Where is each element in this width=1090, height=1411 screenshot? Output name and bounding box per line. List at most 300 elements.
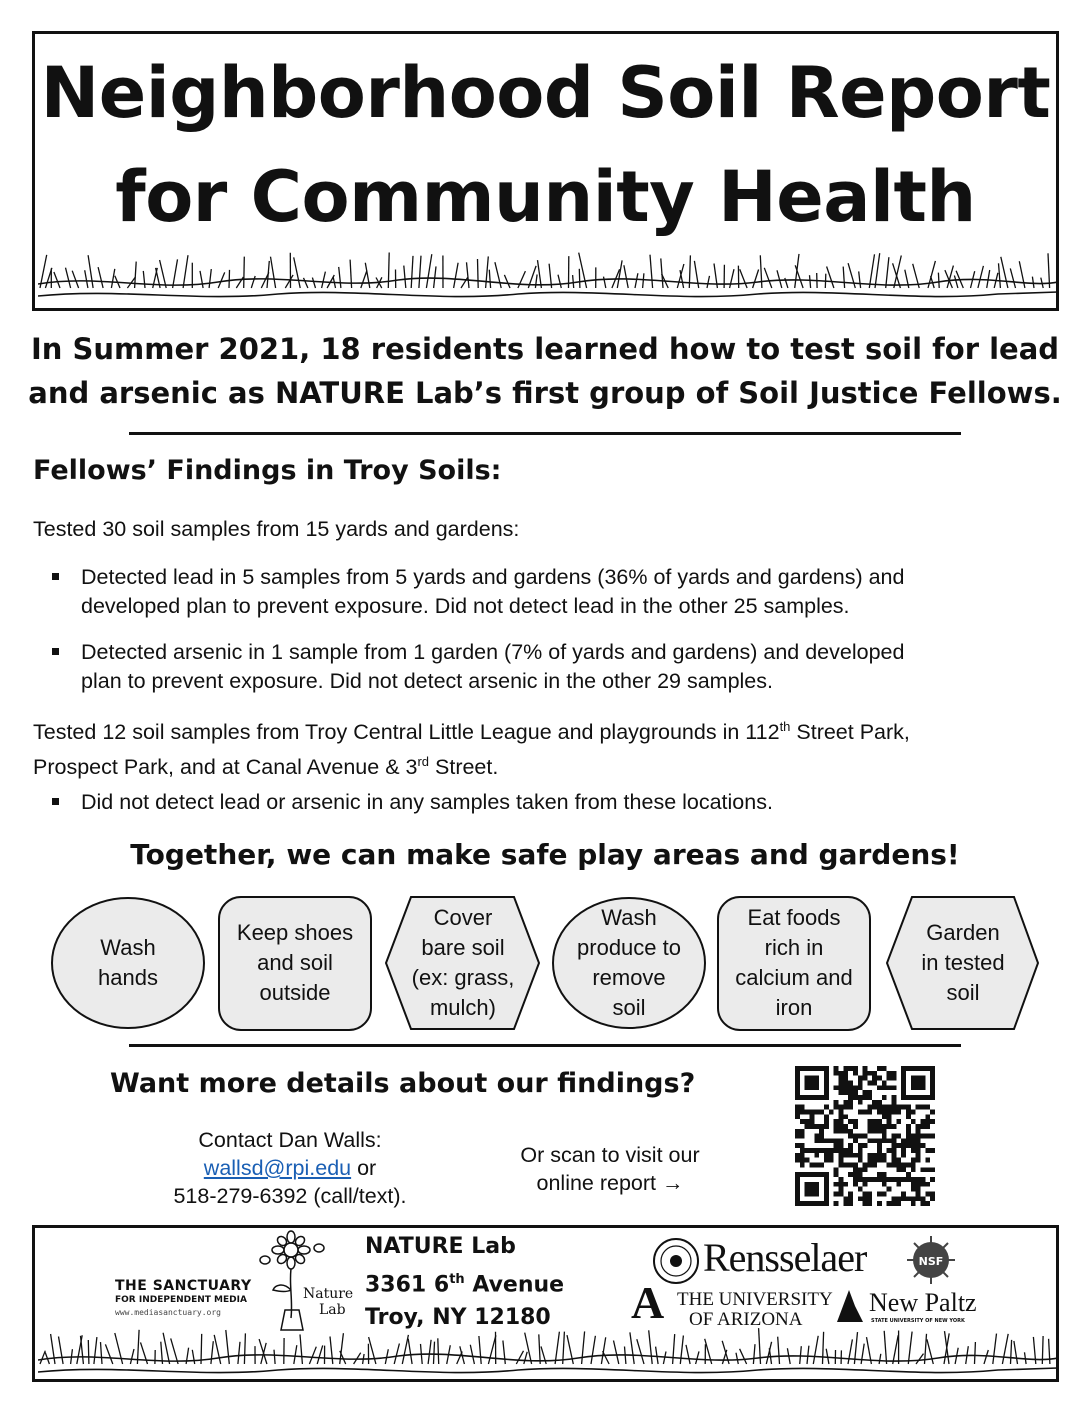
qr-module bbox=[930, 1196, 935, 1201]
qr-module bbox=[901, 1192, 906, 1197]
qr-module bbox=[853, 1172, 858, 1177]
grass-blade bbox=[478, 259, 479, 288]
qr-module bbox=[848, 1134, 853, 1139]
grass-blade bbox=[130, 1349, 134, 1364]
grass-blade bbox=[339, 267, 341, 288]
grass-blade bbox=[893, 1335, 899, 1364]
grass-blade bbox=[137, 1330, 139, 1364]
grass-blade bbox=[826, 1349, 829, 1364]
qr-module bbox=[843, 1153, 848, 1158]
qr-module bbox=[848, 1153, 853, 1158]
action-text: remove bbox=[592, 965, 666, 990]
grass-blade bbox=[825, 274, 826, 288]
grass-blade bbox=[201, 1334, 202, 1364]
grass-blade bbox=[624, 265, 628, 288]
grass-blade bbox=[707, 276, 710, 288]
qr-module bbox=[805, 1124, 810, 1129]
action-text: Garden bbox=[926, 920, 1000, 945]
grass-border-illustration bbox=[38, 244, 1058, 306]
qr-module bbox=[858, 1100, 863, 1105]
grass-blade bbox=[1002, 1334, 1008, 1364]
qr-module bbox=[809, 1124, 814, 1129]
qr-module bbox=[892, 1109, 897, 1114]
qr-module bbox=[925, 1114, 930, 1119]
grass-blade bbox=[778, 1337, 780, 1364]
qr-module bbox=[877, 1100, 882, 1105]
grass-blade bbox=[200, 271, 203, 288]
qr-module bbox=[896, 1158, 901, 1163]
qr-module bbox=[877, 1076, 882, 1081]
qr-module bbox=[892, 1085, 897, 1090]
qr-module bbox=[901, 1196, 906, 1201]
qr-module bbox=[838, 1163, 843, 1168]
qr-module bbox=[843, 1182, 848, 1187]
qr-module bbox=[834, 1182, 839, 1187]
qr-module bbox=[872, 1105, 877, 1110]
grass-blade bbox=[143, 271, 145, 288]
grass-blade bbox=[402, 1335, 408, 1364]
grass-blade bbox=[643, 273, 644, 288]
qr-module bbox=[838, 1143, 843, 1148]
qr-module bbox=[858, 1109, 863, 1114]
qr-module bbox=[858, 1172, 863, 1177]
bullet-marker bbox=[52, 573, 59, 580]
action-text: in tested bbox=[921, 950, 1005, 975]
qr-module bbox=[877, 1172, 882, 1177]
qr-module bbox=[872, 1076, 877, 1081]
finding-lead-line-2: developed plan to prevent exposure. Did not detect lead in the other 25 samples. bbox=[81, 594, 850, 618]
qr-module bbox=[892, 1076, 897, 1081]
grass-blade bbox=[51, 1334, 55, 1364]
action-text: outside bbox=[259, 980, 331, 1005]
qr-module bbox=[892, 1095, 897, 1100]
new-paltz-logo-text: New Paltz bbox=[869, 1288, 977, 1317]
grass-blade bbox=[211, 1341, 213, 1364]
action-text: Wash bbox=[100, 935, 156, 960]
grass-blade bbox=[614, 1341, 619, 1365]
qr-module bbox=[882, 1114, 887, 1119]
grass-blade bbox=[111, 269, 114, 288]
qr-module bbox=[877, 1192, 882, 1197]
qr-module bbox=[863, 1201, 868, 1206]
qr-module bbox=[858, 1158, 863, 1163]
grass-blade bbox=[285, 275, 293, 288]
qr-module bbox=[814, 1138, 819, 1143]
grass-blade bbox=[861, 1344, 864, 1364]
arizona-a-icon: A bbox=[631, 1277, 665, 1328]
grass-blade bbox=[504, 275, 510, 288]
qr-module bbox=[848, 1163, 853, 1168]
qr-module bbox=[843, 1163, 848, 1168]
qr-module bbox=[800, 1148, 805, 1153]
qr-module bbox=[867, 1080, 872, 1085]
address-street bbox=[365, 1263, 564, 1301]
grass-blade bbox=[637, 1339, 644, 1364]
grass-blade bbox=[760, 255, 762, 288]
qr-module bbox=[882, 1105, 887, 1110]
grass-blade bbox=[394, 1344, 399, 1365]
qr-module bbox=[901, 1138, 906, 1143]
qr-module bbox=[892, 1134, 897, 1139]
qr-module bbox=[872, 1158, 877, 1163]
qr-module bbox=[829, 1153, 834, 1158]
qr-module bbox=[887, 1114, 892, 1119]
grass-blade bbox=[229, 270, 230, 288]
together-heading: Together, we can make safe play areas and gardens! bbox=[130, 838, 960, 871]
qr-module bbox=[858, 1167, 863, 1172]
qr-module bbox=[834, 1172, 839, 1177]
qr-module bbox=[887, 1163, 892, 1168]
grass-blade bbox=[426, 254, 431, 288]
qr-module bbox=[877, 1119, 882, 1124]
qr-module bbox=[887, 1177, 892, 1182]
grass-blade bbox=[330, 1337, 333, 1365]
grass-blade bbox=[827, 267, 834, 289]
qr-module bbox=[877, 1143, 882, 1148]
qr-module bbox=[848, 1080, 853, 1085]
qr-module bbox=[843, 1129, 848, 1134]
qr-module bbox=[906, 1129, 911, 1134]
qr-module bbox=[901, 1167, 906, 1172]
arizona-logo-line: OF ARIZONA bbox=[689, 1309, 803, 1330]
qr-module bbox=[916, 1105, 921, 1110]
qr-module bbox=[863, 1109, 868, 1114]
grass-blade bbox=[192, 1350, 194, 1364]
grass-blade bbox=[438, 1338, 439, 1364]
address-text: Avenue bbox=[464, 1272, 565, 1298]
grass-blade bbox=[807, 1346, 809, 1364]
bullet-marker bbox=[52, 648, 59, 655]
grass-blade bbox=[764, 268, 772, 288]
qr-module bbox=[882, 1177, 887, 1182]
qr-module bbox=[838, 1124, 843, 1129]
qr-module bbox=[838, 1119, 843, 1124]
grass-blade bbox=[916, 1354, 924, 1364]
qr-module bbox=[805, 1148, 810, 1153]
qr-module bbox=[882, 1129, 887, 1134]
action-text: and soil bbox=[257, 950, 333, 975]
qr-module bbox=[848, 1105, 853, 1110]
qr-module bbox=[901, 1163, 906, 1168]
qr-module bbox=[814, 1109, 819, 1114]
qr-module bbox=[834, 1201, 839, 1206]
grass-blade bbox=[85, 270, 88, 288]
qr-module bbox=[921, 1201, 926, 1206]
grass-blade bbox=[516, 1351, 523, 1364]
qr-module bbox=[901, 1148, 906, 1153]
qr-module bbox=[916, 1129, 921, 1134]
qr-module bbox=[843, 1090, 848, 1095]
grass-blade bbox=[411, 256, 413, 288]
grass-blade bbox=[579, 269, 580, 288]
qr-module bbox=[916, 1134, 921, 1139]
qr-module bbox=[848, 1119, 853, 1124]
qr-module bbox=[863, 1177, 868, 1182]
qr-module bbox=[838, 1071, 843, 1076]
grass-blade bbox=[322, 272, 326, 288]
qr-module bbox=[848, 1148, 853, 1153]
action-wash-hands bbox=[60, 933, 196, 993]
qr-module bbox=[921, 1182, 926, 1187]
qr-module bbox=[911, 1148, 916, 1153]
qr-module bbox=[814, 1134, 819, 1139]
grass-blade bbox=[388, 253, 389, 289]
qr-module bbox=[877, 1124, 882, 1129]
grass-blade bbox=[428, 1340, 431, 1364]
qr-module bbox=[838, 1158, 843, 1163]
qr-module bbox=[925, 1182, 930, 1187]
qr-module bbox=[848, 1066, 853, 1071]
qr-module bbox=[896, 1182, 901, 1187]
qr-module bbox=[925, 1192, 930, 1197]
qr-module bbox=[824, 1114, 829, 1119]
qr-module bbox=[892, 1177, 897, 1182]
bullet-marker bbox=[52, 798, 59, 805]
qr-module bbox=[896, 1177, 901, 1182]
qr-module bbox=[930, 1192, 935, 1197]
qr-module bbox=[925, 1134, 930, 1139]
grass-blade bbox=[72, 271, 78, 288]
qr-module bbox=[800, 1163, 805, 1168]
qr-module bbox=[882, 1085, 887, 1090]
grass-blade bbox=[300, 1334, 302, 1364]
grass-blade bbox=[1011, 1340, 1012, 1364]
qr-module bbox=[892, 1100, 897, 1105]
action-text: Eat foods bbox=[747, 905, 841, 930]
qr-module bbox=[930, 1134, 935, 1139]
ordinal-suffix: rd bbox=[417, 754, 430, 770]
qr-module bbox=[824, 1124, 829, 1129]
qr-module bbox=[834, 1071, 839, 1076]
qr-module bbox=[838, 1129, 843, 1134]
qr-module bbox=[896, 1167, 901, 1172]
qr-module bbox=[834, 1143, 839, 1148]
findings-heading: Fellows’ Findings in Troy Soils: bbox=[33, 455, 502, 486]
qr-module bbox=[911, 1109, 916, 1114]
qr-module bbox=[800, 1129, 805, 1134]
grass-blade bbox=[730, 269, 734, 288]
qr-module bbox=[896, 1201, 901, 1206]
qr-module bbox=[848, 1100, 853, 1105]
qr-module bbox=[858, 1134, 863, 1139]
qr-module bbox=[829, 1158, 834, 1163]
qr-module bbox=[887, 1109, 892, 1114]
qr-module bbox=[892, 1158, 897, 1163]
action-text: rich in bbox=[764, 935, 824, 960]
qr-module bbox=[911, 1134, 916, 1139]
divider bbox=[129, 432, 961, 435]
address-block bbox=[365, 1230, 564, 1334]
qr-module bbox=[906, 1124, 911, 1129]
qr-module bbox=[824, 1158, 829, 1163]
qr-module bbox=[916, 1177, 921, 1182]
or-text: or bbox=[351, 1156, 377, 1180]
qr-module bbox=[805, 1158, 810, 1163]
grass-blade bbox=[848, 1339, 852, 1364]
qr-module bbox=[853, 1153, 858, 1158]
qr-module bbox=[872, 1153, 877, 1158]
qr-code[interactable] bbox=[795, 1066, 935, 1206]
grass-blade bbox=[94, 1337, 97, 1364]
grass-blade bbox=[987, 270, 990, 288]
qr-module bbox=[800, 1119, 805, 1124]
grass-blade bbox=[101, 1342, 103, 1364]
qr-module bbox=[819, 1148, 824, 1153]
details-heading: Want more details about our findings? bbox=[110, 1068, 696, 1099]
qr-module bbox=[872, 1138, 877, 1143]
qr-module bbox=[877, 1201, 882, 1206]
qr-module bbox=[916, 1187, 921, 1192]
grass-blade bbox=[274, 1350, 275, 1364]
parks-text: Tested 12 soil samples from Troy Central Little League and playgrounds in 112 bbox=[33, 720, 780, 745]
nsf-logo-icon bbox=[907, 1236, 955, 1284]
action-garden bbox=[895, 918, 1031, 1008]
qr-module bbox=[911, 1167, 916, 1172]
qr-module bbox=[930, 1148, 935, 1153]
action-text: Wash bbox=[601, 905, 657, 930]
qr-module bbox=[800, 1109, 805, 1114]
grass-blade bbox=[218, 272, 225, 288]
qr-module bbox=[882, 1124, 887, 1129]
qr-module bbox=[921, 1167, 926, 1172]
qr-module bbox=[911, 1163, 916, 1168]
qr-module bbox=[843, 1071, 848, 1076]
qr-module bbox=[838, 1085, 843, 1090]
qr-module bbox=[877, 1148, 882, 1153]
parks-line-1 bbox=[33, 712, 910, 747]
grass-blade bbox=[538, 260, 542, 288]
qr-module bbox=[848, 1172, 853, 1177]
qr-module bbox=[834, 1100, 839, 1105]
qr-module bbox=[867, 1129, 872, 1134]
qr-module bbox=[834, 1085, 839, 1090]
qr-module bbox=[863, 1076, 868, 1081]
grass-blade bbox=[635, 273, 638, 288]
grass-blade bbox=[160, 260, 167, 288]
qr-module bbox=[843, 1080, 848, 1085]
qr-module bbox=[921, 1134, 926, 1139]
qr-module bbox=[882, 1138, 887, 1143]
grass-blade bbox=[488, 1335, 496, 1364]
grass-blade bbox=[740, 269, 747, 288]
grass-blade bbox=[294, 1345, 297, 1364]
qr-module bbox=[848, 1192, 853, 1197]
qr-module bbox=[863, 1134, 868, 1139]
address-city: Troy, NY 12180 bbox=[365, 1305, 551, 1331]
divider bbox=[129, 1044, 961, 1047]
grass-blade bbox=[884, 1331, 886, 1364]
arizona-logo-line: THE UNIVERSITY bbox=[677, 1289, 833, 1310]
qr-module bbox=[916, 1158, 921, 1163]
qr-module bbox=[805, 1119, 810, 1124]
qr-module bbox=[925, 1105, 930, 1110]
intro-line-2: and arsenic as NATURE Lab’s first group of Soil Justice Fellows. bbox=[28, 376, 1062, 410]
grass-blade bbox=[869, 254, 874, 288]
parks-intro bbox=[33, 712, 910, 782]
qr-module bbox=[872, 1129, 877, 1134]
qr-module bbox=[892, 1105, 897, 1110]
qr-module bbox=[882, 1109, 887, 1114]
qr-module bbox=[906, 1138, 911, 1143]
grass-blade bbox=[524, 1352, 527, 1364]
qr-module bbox=[795, 1153, 800, 1158]
qr-module bbox=[819, 1138, 824, 1143]
qr-module bbox=[853, 1182, 858, 1187]
qr-module bbox=[906, 1172, 911, 1177]
qr-module bbox=[906, 1143, 911, 1148]
qr-module bbox=[925, 1167, 930, 1172]
grass-blade bbox=[740, 1349, 747, 1364]
grass-blade bbox=[984, 1350, 988, 1364]
qr-module bbox=[858, 1148, 863, 1153]
qr-module bbox=[877, 1177, 882, 1182]
grass-blade bbox=[363, 1354, 365, 1364]
grass-blade bbox=[209, 269, 211, 288]
qr-module bbox=[858, 1076, 863, 1081]
grass-blade bbox=[573, 275, 574, 288]
qr-module bbox=[838, 1114, 843, 1119]
qr-module bbox=[867, 1124, 872, 1129]
action-text: produce to bbox=[577, 935, 681, 960]
qr-module bbox=[892, 1163, 897, 1168]
qr-module bbox=[800, 1134, 805, 1139]
qr-module bbox=[872, 1119, 877, 1124]
grass-blade bbox=[753, 1344, 755, 1364]
qr-module bbox=[882, 1095, 887, 1100]
grass-blade bbox=[696, 1351, 699, 1364]
intro-line-1: In Summer 2021, 18 residents learned how to test soil for lead bbox=[30, 332, 1060, 366]
grass-blade bbox=[650, 255, 653, 288]
qr-module bbox=[906, 1134, 911, 1139]
qr-module bbox=[867, 1177, 872, 1182]
qr-module bbox=[824, 1138, 829, 1143]
qr-module bbox=[896, 1119, 901, 1124]
grass-blade bbox=[1049, 1339, 1050, 1364]
qr-module bbox=[901, 1105, 906, 1110]
qr-module bbox=[843, 1100, 848, 1105]
qr-module bbox=[858, 1080, 863, 1085]
grass-blade bbox=[661, 258, 663, 288]
qr-module bbox=[843, 1196, 848, 1201]
grass-blade bbox=[454, 263, 459, 288]
qr-module bbox=[882, 1158, 887, 1163]
finding-lead bbox=[81, 563, 1056, 621]
qr-module bbox=[809, 1163, 814, 1168]
sanctuary-logo-url: www.mediasanctuary.org bbox=[115, 1308, 221, 1317]
qr-module bbox=[800, 1143, 805, 1148]
qr-module bbox=[858, 1177, 863, 1182]
qr-module bbox=[834, 1167, 839, 1172]
grass-blade bbox=[673, 1334, 675, 1364]
grass-blade bbox=[582, 1331, 585, 1364]
email-link[interactable]: wallsd@rpi.edu bbox=[203, 1156, 352, 1180]
qr-module bbox=[892, 1153, 897, 1158]
qr-module bbox=[853, 1095, 858, 1100]
qr-module bbox=[867, 1105, 872, 1110]
grass-blade bbox=[251, 276, 255, 288]
new-paltz-logo-subtitle: STATE UNIVERSITY OF NEW YORK bbox=[871, 1318, 965, 1324]
action-text: Cover bbox=[433, 905, 493, 930]
qr-module bbox=[863, 1167, 868, 1172]
qr-module bbox=[896, 1143, 901, 1148]
grass-blade bbox=[115, 1333, 123, 1364]
qr-module bbox=[892, 1143, 897, 1148]
grass-blade bbox=[408, 1339, 412, 1364]
qr-module bbox=[819, 1134, 824, 1139]
qr-module bbox=[921, 1196, 926, 1201]
qr-module bbox=[805, 1182, 819, 1196]
grass-blade bbox=[813, 1336, 818, 1364]
